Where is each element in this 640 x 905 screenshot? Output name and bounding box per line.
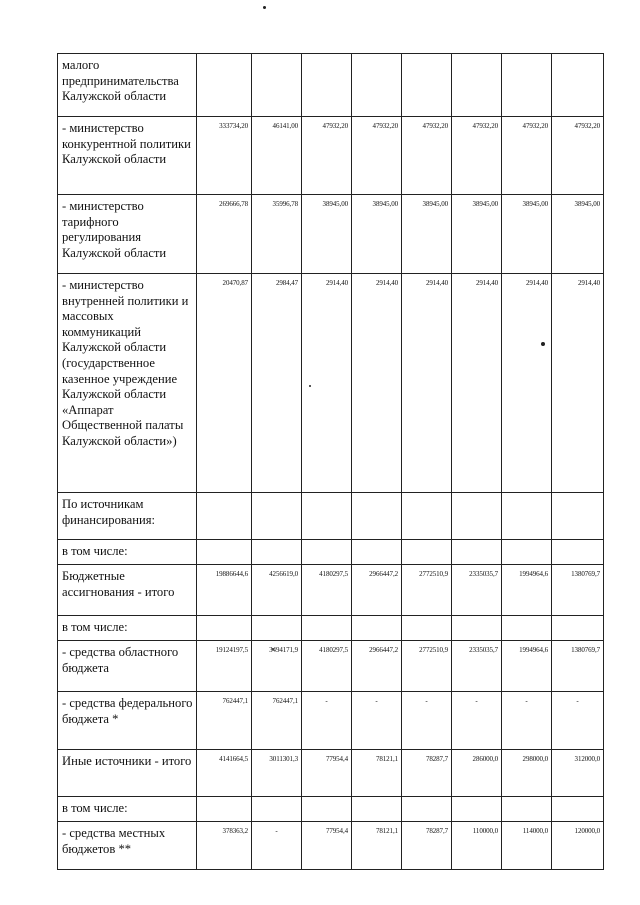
value-cell: 3011301,3: [252, 750, 302, 797]
table-row: [58, 117, 604, 195]
value-cell: 3494171,9: [252, 641, 302, 692]
value-cell: 2984,47: [252, 274, 302, 493]
value-cell: [452, 493, 502, 540]
value-cell: 38945,00: [552, 195, 604, 274]
table-row: [58, 750, 604, 797]
row-label: Бюджетные ассигнования - итого: [58, 565, 197, 616]
value-cell: [502, 54, 552, 117]
value-cell: 19886644,6: [197, 565, 252, 616]
table-body: [58, 54, 604, 870]
value-cell: 2966447,2: [352, 641, 402, 692]
value-cell: 2914,40: [302, 274, 352, 493]
value-cell: 2914,40: [502, 274, 552, 493]
budget-table: [57, 53, 604, 870]
value-cell: 762447,1: [252, 692, 302, 750]
value-cell: 4141664,5: [197, 750, 252, 797]
value-cell: [352, 493, 402, 540]
value-cell: [302, 616, 352, 641]
value-cell: [252, 493, 302, 540]
value-cell: [352, 54, 402, 117]
table-row: [58, 692, 604, 750]
table-row: [58, 274, 604, 493]
value-cell: [252, 797, 302, 822]
value-cell: -: [352, 692, 402, 750]
value-cell: 762447,1: [197, 692, 252, 750]
value-cell: [402, 797, 452, 822]
table-row: [58, 641, 604, 692]
row-label: - министерство конкурентной политики Калужской области: [58, 117, 197, 195]
value-cell: 38945,00: [452, 195, 502, 274]
value-cell: 78121,1: [352, 822, 402, 870]
row-label: - министерство тарифного регулирования Калужской области: [58, 195, 197, 274]
table-row: [58, 822, 604, 870]
value-cell: 77954,4: [302, 750, 352, 797]
value-cell: 77954,4: [302, 822, 352, 870]
value-cell: 1994964,6: [502, 641, 552, 692]
value-cell: 38945,00: [302, 195, 352, 274]
value-cell: 38945,00: [352, 195, 402, 274]
value-cell: 2914,40: [352, 274, 402, 493]
value-cell: [197, 540, 252, 565]
value-cell: 2966447,2: [352, 565, 402, 616]
value-cell: 78287,7: [402, 822, 452, 870]
value-cell: [402, 540, 452, 565]
value-cell: 4256619,0: [252, 565, 302, 616]
value-cell: 78121,1: [352, 750, 402, 797]
row-label: - средства областного бюджета: [58, 641, 197, 692]
row-label: в том числе:: [58, 540, 197, 565]
value-cell: 4180297,5: [302, 641, 352, 692]
value-cell: 47932,20: [302, 117, 352, 195]
value-cell: 110000,0: [452, 822, 502, 870]
value-cell: [502, 797, 552, 822]
table-row: [58, 540, 604, 565]
value-cell: 47932,20: [452, 117, 502, 195]
value-cell: 2335035,7: [452, 565, 502, 616]
value-cell: [302, 54, 352, 117]
value-cell: 378363,2: [197, 822, 252, 870]
value-cell: [452, 797, 502, 822]
value-cell: 38945,00: [402, 195, 452, 274]
value-cell: 2914,40: [552, 274, 604, 493]
value-cell: [252, 540, 302, 565]
value-cell: 2914,40: [402, 274, 452, 493]
value-cell: [252, 54, 302, 117]
value-cell: [552, 797, 604, 822]
value-cell: -: [552, 692, 604, 750]
value-cell: [552, 616, 604, 641]
value-cell: [197, 616, 252, 641]
value-cell: [402, 616, 452, 641]
row-label: По источникам финансирования:: [58, 493, 197, 540]
table-row: [58, 195, 604, 274]
value-cell: 4180297,5: [302, 565, 352, 616]
value-cell: [197, 54, 252, 117]
value-cell: 333734,20: [197, 117, 252, 195]
value-cell: 35996,78: [252, 195, 302, 274]
value-cell: 1380769,7: [552, 641, 604, 692]
value-cell: 38945,00: [502, 195, 552, 274]
row-label: - министерство внутренней политики и массовых коммуникаций Калужской области (государственное казенное учреждение Калужской области «Аппарат Общественной палаты Калужской области»): [58, 274, 197, 493]
value-cell: 78287,7: [402, 750, 452, 797]
value-cell: [502, 616, 552, 641]
table-row: [58, 565, 604, 616]
value-cell: 2772510,9: [402, 641, 452, 692]
value-cell: [352, 540, 402, 565]
row-label: - средства федерального бюджета *: [58, 692, 197, 750]
value-cell: [302, 493, 352, 540]
value-cell: -: [502, 692, 552, 750]
row-label: Иные источники - итого: [58, 750, 197, 797]
row-label: малого предпринимательства Калужской области: [58, 54, 197, 117]
value-cell: [552, 493, 604, 540]
value-cell: [502, 540, 552, 565]
value-cell: [352, 616, 402, 641]
table-row: [58, 797, 604, 822]
value-cell: [502, 493, 552, 540]
value-cell: 298000,0: [502, 750, 552, 797]
value-cell: 47932,20: [402, 117, 452, 195]
row-label: - средства местных бюджетов **: [58, 822, 197, 870]
value-cell: [552, 540, 604, 565]
value-cell: [352, 797, 402, 822]
value-cell: 47932,20: [502, 117, 552, 195]
table-row: [58, 54, 604, 117]
value-cell: [197, 493, 252, 540]
value-cell: 2335035,7: [452, 641, 502, 692]
value-cell: [252, 616, 302, 641]
value-cell: -: [252, 822, 302, 870]
value-cell: 286000,0: [452, 750, 502, 797]
table-row: [58, 616, 604, 641]
value-cell: 312000,0: [552, 750, 604, 797]
value-cell: -: [452, 692, 502, 750]
row-label: в том числе:: [58, 616, 197, 641]
value-cell: [552, 54, 604, 117]
value-cell: 19124197,5: [197, 641, 252, 692]
value-cell: 47932,20: [352, 117, 402, 195]
row-label: в том числе:: [58, 797, 197, 822]
value-cell: -: [402, 692, 452, 750]
value-cell: 47932,20: [552, 117, 604, 195]
value-cell: [452, 616, 502, 641]
table-row: [58, 493, 604, 540]
scan-speck: [263, 6, 266, 9]
value-cell: 114000,0: [502, 822, 552, 870]
value-cell: [452, 540, 502, 565]
value-cell: 2914,40: [452, 274, 502, 493]
value-cell: [302, 797, 352, 822]
value-cell: 1380769,7: [552, 565, 604, 616]
value-cell: 120000,0: [552, 822, 604, 870]
value-cell: [402, 54, 452, 117]
value-cell: [302, 540, 352, 565]
value-cell: 20470,87: [197, 274, 252, 493]
value-cell: 2772510,9: [402, 565, 452, 616]
value-cell: 269666,78: [197, 195, 252, 274]
value-cell: [197, 797, 252, 822]
value-cell: [452, 54, 502, 117]
value-cell: 1994964,6: [502, 565, 552, 616]
value-cell: -: [302, 692, 352, 750]
value-cell: 46141,00: [252, 117, 302, 195]
value-cell: [402, 493, 452, 540]
